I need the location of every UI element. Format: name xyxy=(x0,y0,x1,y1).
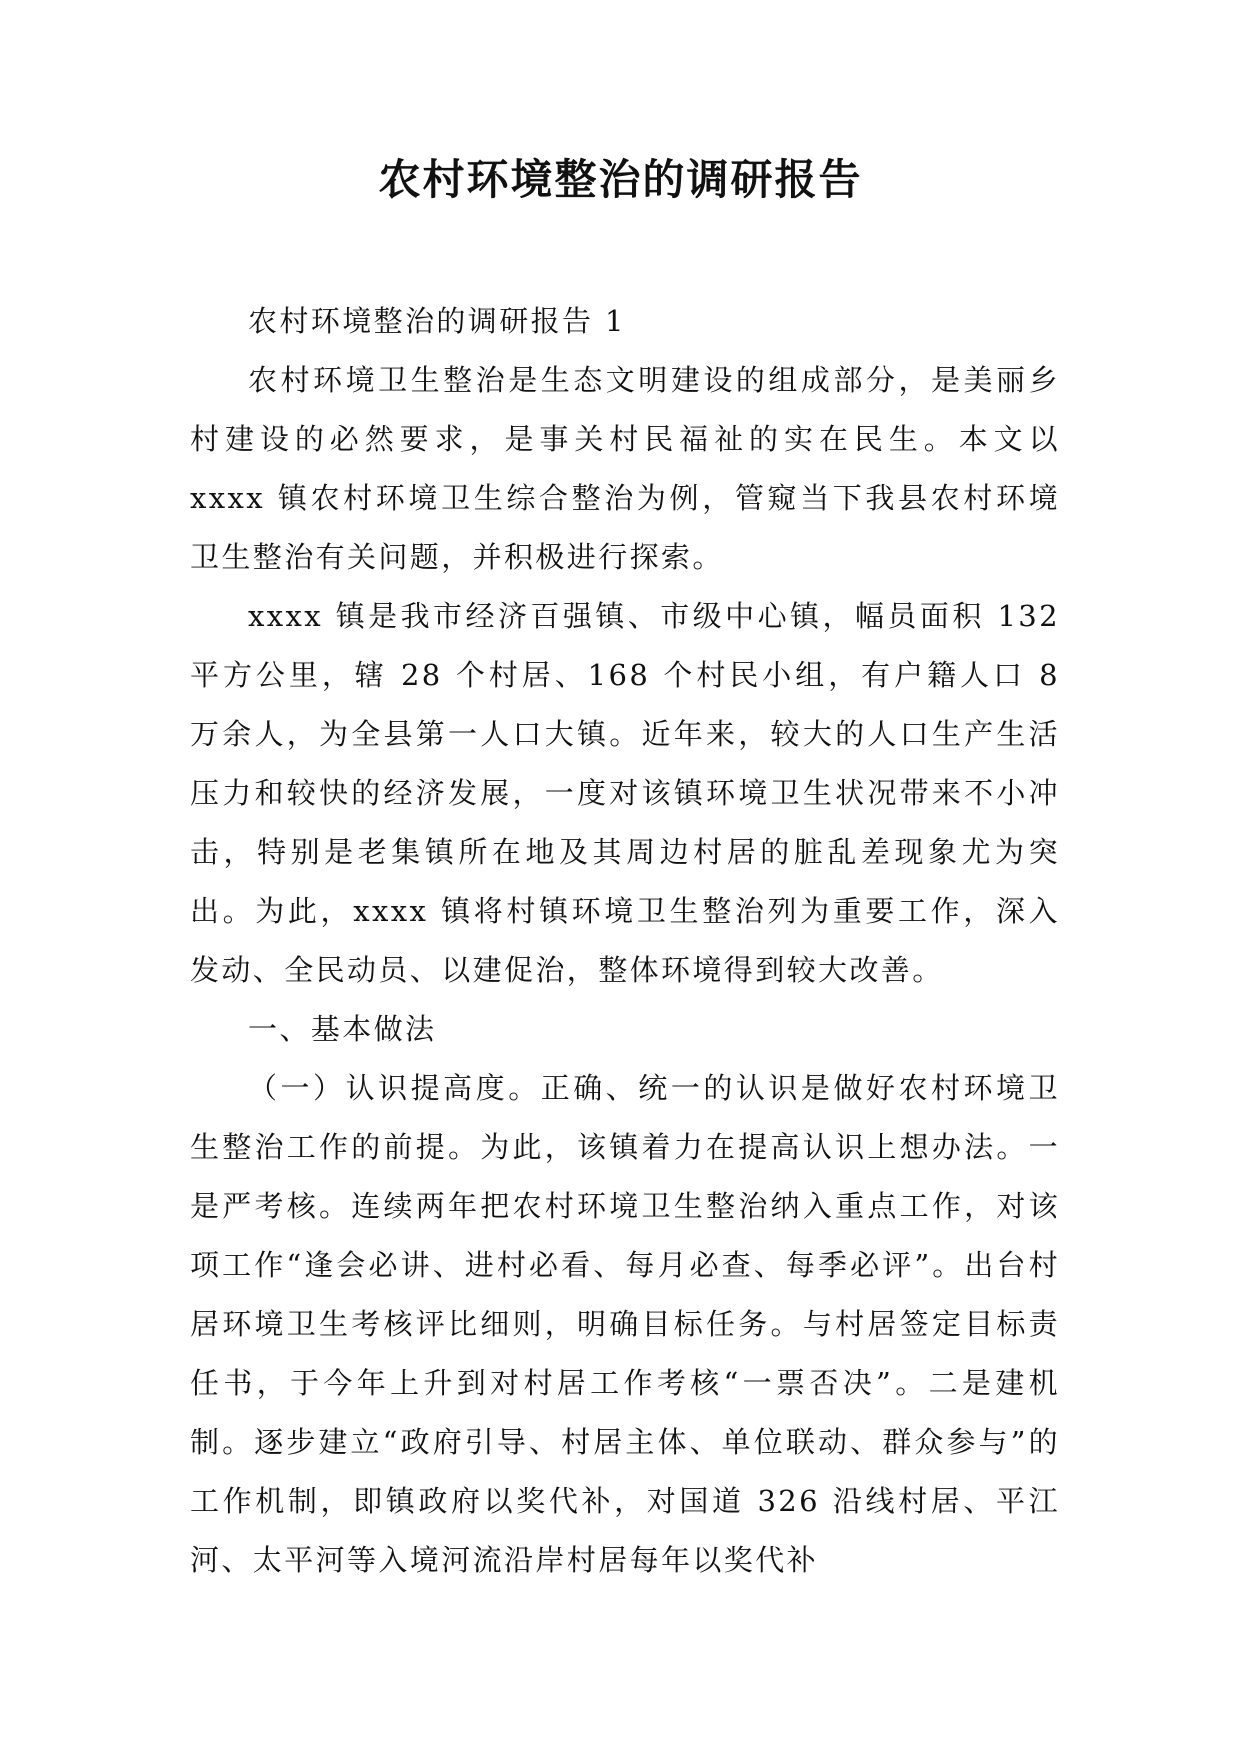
town-overview-paragraph: xxxx 镇是我市经济百强镇、市级中心镇，幅员面积 132 平方公里，辖 28 个村居、168 个村民小组，有户籍人口 8 万余人，为全县第一人口大镇。近年来，较大的人口生产生活压力和较快的经济发展，一度对该镇环境卫生状况带来不小冲击，特别是老集镇所在地及其周边村居的脏乱差现象尤为突出。为此，xxxx 镇将村镇环境卫生整治列为重要工作，深入发动、全民动员、以建促治，整体环境得到较大改善。 xyxy=(190,599,1060,987)
document-title: 农村环境整治的调研报告 xyxy=(378,155,863,204)
section-heading: 一、基本做法 xyxy=(248,1012,437,1046)
intro-paragraph: 农村环境卫生整治是生态文明建设的组成部分，是美丽乡村建设的必然要求，是事关村民福祉的实在民生。本文以 xxxx 镇农村环境卫生综合整治为例，管窥当下我县农村环境卫生整治有关问题，并积极进行探索。 xyxy=(190,363,1060,574)
document-body xyxy=(190,292,1060,1590)
subtitle-paragraph: 农村环境整治的调研报告 1 xyxy=(248,304,626,338)
section-paragraph: （一）认识提高度。正确、统一的认识是做好农村环境卫生整治工作的前提。为此，该镇着力在提高认识上想办法。一是严考核。连续两年把农村环境卫生整治纳入重点工作，对该项工作“逢会必讲、进村必看、每月必查、每季必评”。出台村居环境卫生考核评比细则，明确目标任务。与村居签定目标责任书，于今年上升到对村居工作考核“一票否决”。二是建机制。逐步建立“政府引导、村居主体、单位联动、群众参与”的工作机制，即镇政府以奖代补，对国道 326 沿线村居、平江河、太平河等入境河流沿岸村居每年以奖代补 xyxy=(190,1071,1060,1577)
